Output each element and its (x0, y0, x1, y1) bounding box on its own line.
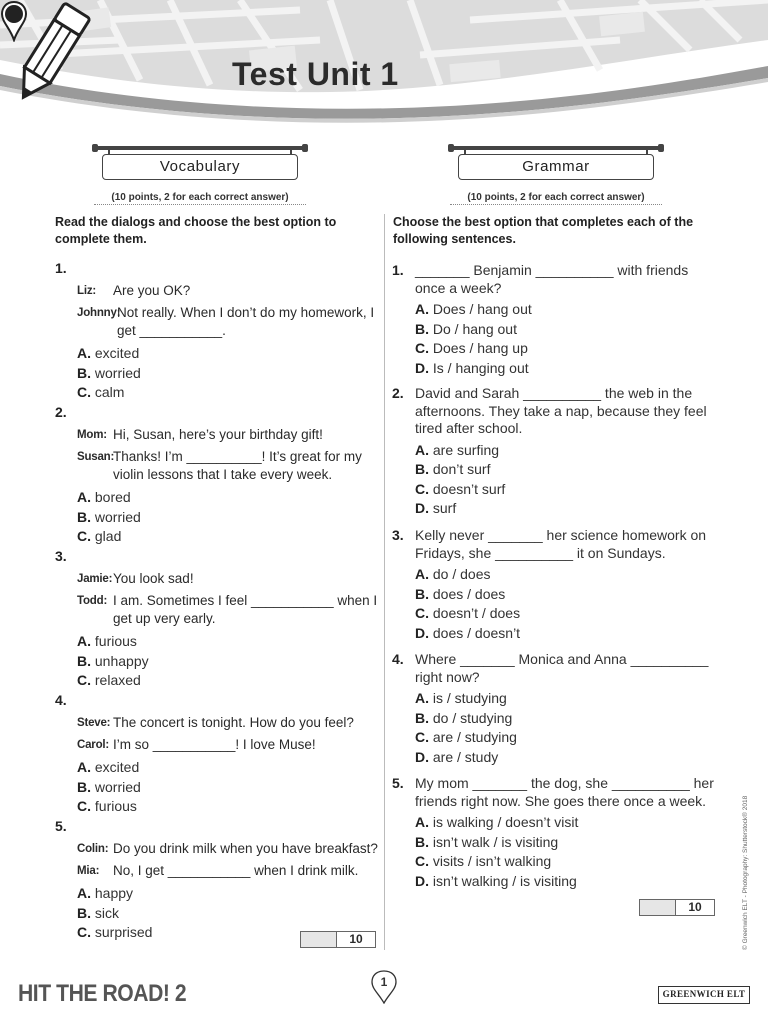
answer-option[interactable] (77, 884, 385, 904)
dialog-line (77, 426, 385, 444)
dialog-line (77, 570, 385, 588)
option-text: do / studying (432, 709, 513, 726)
vocabulary-banner (94, 142, 306, 182)
answer-option[interactable] (77, 527, 385, 547)
option-text: unhappy (94, 652, 149, 669)
answer-option[interactable] (415, 565, 722, 585)
question-stem (392, 651, 722, 686)
speaker-name: Susan: (77, 451, 115, 463)
answer-option[interactable] (415, 585, 722, 605)
option-letter: A. (415, 814, 429, 830)
dialog-text: Do you drink milk when you have breakfast? (113, 841, 378, 856)
question-stem (392, 775, 722, 810)
option-text: sick (94, 904, 120, 921)
pencil-icon (0, 0, 96, 112)
option-letter: D. (415, 748, 429, 765)
grammar-question (392, 385, 722, 519)
answer-option[interactable] (77, 652, 385, 672)
answer-option[interactable] (415, 604, 722, 624)
answer-option[interactable] (415, 833, 722, 853)
option-letter: C. (415, 853, 429, 869)
option-letter: A. (415, 566, 429, 582)
option-text: doesn’t surf (432, 480, 506, 497)
question-number: 2. (392, 385, 404, 401)
option-text: doesn’t / does (432, 605, 521, 621)
question-number: 5. (392, 775, 404, 791)
answer-option[interactable] (415, 748, 722, 768)
answer-option[interactable] (77, 364, 385, 384)
option-letter: C. (77, 384, 91, 400)
answer-option[interactable] (415, 480, 722, 500)
dialog-line (77, 448, 385, 484)
dialog-line (77, 840, 385, 858)
option-letter: B. (77, 652, 91, 669)
option-text: excited (94, 759, 140, 775)
option-text: surprised (94, 924, 153, 940)
option-text: is walking / doesn’t visit (432, 814, 579, 830)
question-number: 1. (392, 262, 404, 278)
question-number: 5. (55, 818, 67, 834)
answer-option[interactable] (77, 488, 385, 508)
answer-option[interactable] (415, 813, 722, 833)
question-number: 4. (392, 651, 404, 667)
answer-option[interactable] (415, 359, 722, 379)
question-text: David and Sarah __________ the web in the afternoons. They take a nap, because they feel tired after school. (415, 385, 707, 436)
grammar-instructions: Choose the best option that completes each of the following sentences. (393, 215, 694, 246)
option-letter: C. (415, 729, 429, 745)
option-letter: D. (415, 359, 429, 376)
section-heading-vocabulary: Vocabulary (102, 154, 298, 180)
option-text: furious (94, 633, 137, 649)
option-letter: B. (415, 461, 429, 477)
option-text: Does / hang up (432, 340, 528, 356)
option-letter: C. (415, 480, 429, 497)
dialog-text: I am. Sometimes I feel ___________ when I get up very early. (113, 593, 378, 626)
option-letter: A. (77, 345, 91, 361)
speaker-name: Liz: (77, 285, 96, 297)
grammar-banner (450, 142, 662, 182)
score-field[interactable] (301, 932, 337, 947)
answer-options (415, 689, 722, 767)
speaker-name: Johnny: (77, 307, 121, 319)
answer-option[interactable] (415, 320, 722, 340)
question-text: _______ Benjamin __________ with friends once a week? (415, 262, 689, 296)
option-text: relaxed (94, 672, 141, 688)
option-text: glad (94, 528, 122, 544)
option-text: are surfing (432, 441, 500, 458)
answer-options (77, 632, 385, 691)
answer-option[interactable] (77, 344, 385, 364)
option-text: Does / hang out (432, 301, 532, 317)
grammar-question (392, 775, 722, 891)
option-text: are / study (432, 748, 499, 765)
option-text: don’t surf (432, 461, 491, 477)
page-title: Test Unit 1 (232, 56, 399, 92)
column-divider (384, 214, 385, 950)
option-letter: B. (415, 709, 429, 726)
dialog-text: Thanks! I’m __________! It’s great for my violin lessons that I take every week. (113, 449, 362, 482)
dialog-text: I’m so ___________! I love Muse! (113, 737, 316, 752)
section-heading-grammar: Grammar (458, 154, 654, 180)
option-text: Is / hanging out (432, 359, 529, 376)
answer-option[interactable] (415, 441, 722, 461)
option-letter: B. (415, 833, 429, 850)
dialog-line (77, 304, 385, 340)
series-logo: HIT THE ROAD! 2 (18, 980, 187, 1007)
answer-option[interactable] (415, 709, 722, 729)
dialog-text: Hi, Susan, here’s your birthday gift! (113, 427, 323, 442)
score-max: 10 (337, 932, 375, 947)
option-text: surf (432, 500, 457, 516)
answer-options (77, 344, 385, 403)
option-text: worried (94, 508, 141, 525)
dialog-text: The concert is tonight. How do you feel? (113, 715, 354, 730)
dialog-line (77, 862, 385, 880)
option-letter: D. (415, 872, 429, 889)
option-text: isn’t walking / is visiting (432, 872, 577, 889)
speaker-name: Steve: (77, 717, 111, 729)
question-stem (392, 262, 722, 297)
option-text: is / studying (432, 690, 507, 706)
option-text: Do / hang out (432, 320, 517, 337)
vocabulary-question (55, 402, 385, 547)
option-letter: A. (77, 489, 91, 505)
vocabulary-score-box (300, 931, 376, 948)
vocabulary-question (55, 258, 385, 403)
dialog-text: Are you OK? (113, 283, 191, 298)
question-text: My mom _______ the dog, she __________ her friends right now. She goes there once a week. (415, 775, 714, 809)
answer-option[interactable] (77, 758, 385, 778)
option-text: visits / isn’t walking (432, 853, 552, 869)
publisher-logo: GREENWICH ELT (658, 986, 750, 1004)
option-letter: B. (77, 364, 91, 381)
option-letter: C. (77, 528, 91, 544)
question-text: Where _______ Monica and Anna __________ right now? (415, 651, 709, 685)
vocabulary-question (55, 816, 385, 943)
option-letter: D. (415, 500, 429, 516)
answer-option[interactable] (77, 508, 385, 528)
option-text: worried (94, 778, 141, 795)
option-text: are / studying (432, 729, 517, 745)
answer-option[interactable] (415, 728, 722, 748)
option-letter: B. (77, 904, 91, 921)
option-text: calm (94, 384, 125, 400)
dialog-text: Not really. When I don’t do my homework, I get ___________. (117, 305, 375, 338)
grammar-score-box (639, 899, 715, 916)
answer-option[interactable] (77, 778, 385, 798)
dialog-line (77, 736, 385, 754)
option-text: furious (94, 798, 137, 814)
vocabulary-question (55, 690, 385, 817)
answer-option[interactable] (415, 852, 722, 872)
answer-option[interactable] (415, 689, 722, 709)
question-text: Kelly never _______ her science homework on Fridays, she __________ it on Sundays. (415, 527, 707, 561)
page-number: 1 (370, 970, 398, 1004)
answer-option[interactable] (77, 671, 385, 691)
answer-option[interactable] (77, 383, 385, 403)
question-stem (392, 385, 722, 438)
vocabulary-points: (10 points, 2 for each correct answer) (94, 192, 306, 205)
answer-option[interactable] (415, 499, 722, 519)
dialog-line (77, 282, 385, 300)
question-number: 3. (55, 548, 67, 564)
option-text: happy (94, 885, 134, 901)
option-text: bored (94, 489, 131, 505)
option-letter: D. (415, 624, 429, 641)
option-text: does / doesn’t (432, 624, 521, 641)
grammar-question (392, 527, 722, 643)
option-text: isn’t walk / is visiting (432, 833, 559, 850)
answer-options (415, 300, 722, 378)
speaker-name: Mom: (77, 429, 107, 441)
grammar-question (392, 651, 722, 767)
answer-option[interactable] (415, 872, 722, 892)
dialog-line (77, 592, 385, 628)
dialog-text: No, I get ___________ when I drink milk. (113, 863, 359, 878)
answer-option[interactable] (77, 904, 385, 924)
option-text: does / does (432, 585, 506, 602)
vocabulary-instructions: Read the dialogs and choose the best option to complete them. (55, 215, 337, 246)
answer-option[interactable] (415, 460, 722, 480)
vocabulary-question (55, 546, 385, 691)
question-stem (392, 527, 722, 562)
answer-option[interactable] (77, 632, 385, 652)
page-header (0, 0, 768, 128)
dialog-text: You look sad! (113, 571, 194, 586)
option-letter: B. (77, 778, 91, 795)
option-letter: B. (415, 585, 429, 602)
question-number: 4. (55, 692, 67, 708)
speaker-name: Jamie: (77, 573, 113, 585)
speaker-name: Todd: (77, 595, 108, 607)
option-letter: B. (77, 508, 91, 525)
option-letter: C. (77, 672, 91, 688)
option-text: excited (94, 345, 140, 361)
option-text: worried (94, 364, 141, 381)
option-letter: C. (77, 798, 91, 814)
grammar-question (392, 262, 722, 378)
answer-option[interactable] (415, 624, 722, 644)
speaker-name: Carol: (77, 739, 110, 751)
score-field[interactable] (640, 900, 676, 915)
option-letter: B. (415, 320, 429, 337)
option-letter: C. (77, 924, 91, 940)
copyright-notice: © Greenwich ELT - Photography: Shutterstock® 2018 (742, 795, 749, 950)
answer-options (77, 488, 385, 547)
option-letter: A. (415, 441, 429, 458)
answer-option[interactable] (77, 797, 385, 817)
option-letter: C. (415, 340, 429, 356)
answer-options (415, 813, 722, 891)
speaker-name: Mia: (77, 865, 100, 877)
answer-options (77, 758, 385, 817)
grammar-points: (10 points, 2 for each correct answer) (450, 192, 662, 205)
question-number: 2. (55, 404, 67, 420)
score-max: 10 (676, 900, 714, 915)
question-number: 3. (392, 527, 404, 543)
option-letter: C. (415, 605, 429, 621)
speaker-name: Colin: (77, 843, 109, 855)
answer-option[interactable] (415, 300, 722, 320)
answer-options (415, 565, 722, 643)
option-letter: A. (415, 690, 429, 706)
answer-options (415, 441, 722, 519)
option-letter: A. (77, 759, 91, 775)
answer-option[interactable] (415, 339, 722, 359)
dialog-line (77, 714, 385, 732)
option-text: do / does (432, 566, 491, 582)
option-letter: A. (77, 633, 91, 649)
option-letter: A. (415, 301, 429, 317)
option-letter: A. (77, 885, 91, 901)
question-number: 1. (55, 260, 67, 276)
